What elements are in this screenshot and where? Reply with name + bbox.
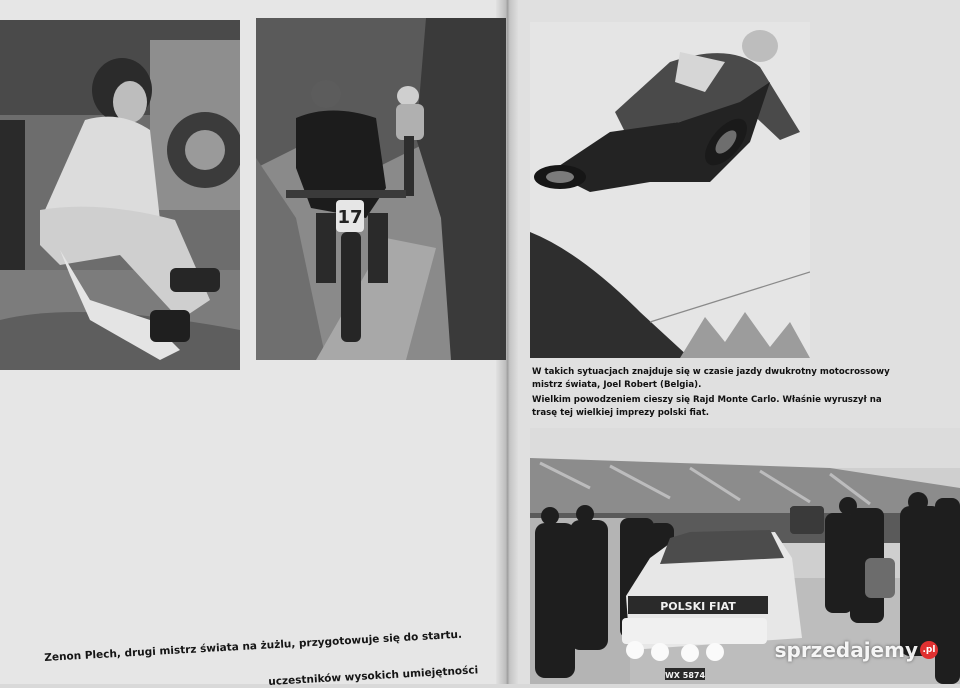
caption-rajd-monte-carlo-line1: Wielkim powodzeniem cieszy się Rajd Monte Carlo. Właśnie wyruszył na (532, 395, 882, 405)
watermark-badge: .pl (920, 641, 938, 659)
car-door-text: POLSKI FIAT (660, 600, 736, 613)
photo-enduro-riders (256, 18, 506, 360)
caption-joel-robert-line2: mistrz świata, Joel Robert (Belgia). (532, 380, 702, 390)
caption-rajd-monte-carlo-line2: trasę tej wielkiej imprezy polski fiat. (532, 408, 710, 418)
caption-joel-robert (532, 366, 912, 392)
watermark-logo (775, 638, 938, 662)
partial-text-line: uczestników wysokich umiejętności (268, 664, 479, 688)
bike-number-text: 17 (337, 207, 363, 228)
watermark-text: sprzedajemy (774, 638, 918, 662)
caption-joel-robert-line1: W takich sytuacjach znajduje się w czasie jazdy dwukrotny motocrossowy (532, 367, 890, 377)
caption-zenon-plech: Zenon Plech, drugi mistrz świata na żużlu, przygotowuje się do startu. (44, 628, 463, 664)
caption-rajd-monte-carlo (532, 394, 912, 420)
photo-zenon-plech (0, 20, 240, 370)
photo-motocross-jump (530, 22, 810, 358)
license-plate-text: WX 5874 (664, 671, 706, 680)
